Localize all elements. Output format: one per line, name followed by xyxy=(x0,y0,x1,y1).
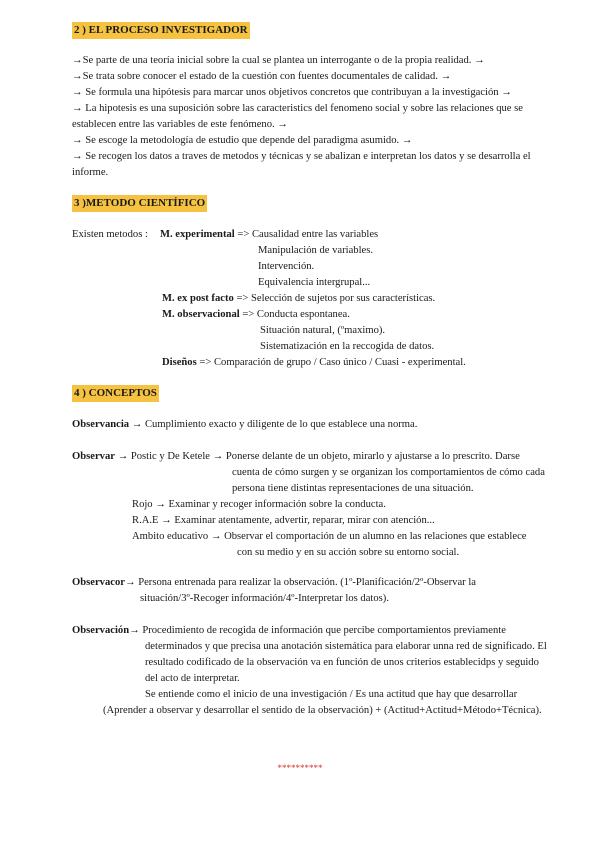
concept-observar xyxy=(72,449,520,465)
concept-observacion xyxy=(72,623,506,639)
concept-observacion-text: → Procedimiento de recogida de información que percibe comportamientos previamente xyxy=(129,625,506,636)
method-ex-post-facto-text: => Selección de sujetos por sus características. xyxy=(233,293,436,304)
section-2-line: →Se trata sobre conocer el estado de la cuestión con fuentes documentales de calidad. → xyxy=(72,71,452,82)
method-observacional-item: Situación natural, (ºmaximo). xyxy=(260,325,386,336)
method-experimental-item: Equivalencia intergrupal... xyxy=(258,277,371,288)
concept-observar-line: cuenta de cómo surgen y se organizan los comportamientos de cómo cada xyxy=(232,467,545,478)
method-observacional-label: M. observacional xyxy=(162,309,240,320)
method-disenos-text: => Comparación de grupo / Caso único / Cuasi - experimental. xyxy=(196,357,466,368)
concept-observar-label: Observar xyxy=(72,451,115,462)
concept-observancia-label: Observancia xyxy=(72,419,130,430)
method-disenos-label: Diseños xyxy=(162,357,197,368)
concept-observar-text: → Postic y De Ketele → Ponerse delante de un objeto, mirarlo y ajustarse a lo prescrito. Darse xyxy=(114,451,520,462)
method-observacional xyxy=(162,307,350,323)
concept-observancia-text: → Cumplimiento exacto y diligente de lo que establece una norma. xyxy=(129,419,418,430)
section-3-heading: 3 )METODO CIENTÍFICO xyxy=(72,195,207,212)
separator-stars: ********** xyxy=(277,763,323,773)
section-4-heading: 4 ) CONCEPTOS xyxy=(72,385,159,402)
concept-observacion-line: (Aprender a observar y desarrollar el sentido de la observación) + (Actitud+Actitud+Método+Técnica). xyxy=(103,705,542,716)
concept-observar-line: persona tiene distintas representaciones de una situación. xyxy=(232,483,474,494)
section-2-line: → Se formula una hipótesis para marcar unos objetivos concretos que contribuyan a la investigación → xyxy=(72,87,512,98)
concept-observador xyxy=(72,575,476,591)
method-experimental xyxy=(160,227,378,243)
section-2-line: informe. xyxy=(72,167,109,178)
method-experimental-item: Intervención. xyxy=(258,261,315,272)
concept-ambito: Ambito educativo → Observar el comportación de un alumno en las relaciones que establece xyxy=(132,531,527,542)
method-observacional-item: Sistematización en la reccogida de datos. xyxy=(260,341,435,352)
methods-intro xyxy=(72,227,148,243)
section-2-line: →Se parte de una teoría inicial sobre la cual se plantea un interrogante o de la propia realidad. → xyxy=(72,55,485,66)
concept-observacion-line: del acto de interpretar. xyxy=(145,673,240,684)
concept-observador-text: → Persona entrenada para realizar la observación. (1º-Planificación/2º-Observar la xyxy=(124,577,476,588)
concept-ambito-line: con su medio y en su acción sobre su entorno social. xyxy=(237,547,460,558)
concept-rojo: Rojo → Examinar y recoger información sobre la conducta. xyxy=(132,499,386,510)
method-experimental-label: M. experimental xyxy=(160,229,235,240)
section-2-line: → Se escoge la metodología de estudio que depende del paradigma asumido. → xyxy=(72,135,413,146)
concept-observador-label: Observacor xyxy=(72,577,125,588)
concept-rae: R.A.E → Examinar atentamente, advertir, reparar, mirar con atención... xyxy=(132,515,435,526)
concept-observacion-line: Se entiende como el inicio de una investigación / Es una actitud que hay que desarrollar xyxy=(145,689,518,700)
section-2-line: establecen entre las variables de este fenómeno. → xyxy=(72,119,288,130)
method-observacional-text: => Conducta espontanea. xyxy=(239,309,350,320)
concept-observador-line: situación/3º-Recoger información/4º-Interpretar los datos). xyxy=(140,593,389,604)
methods-intro-label: Existen metodos : xyxy=(72,229,148,240)
section-2-line: → La hipotesis es una suposición sobre las caracteristics del fenomeno social y sobre las relaciones que se xyxy=(72,103,523,114)
concept-observacion-line: determinados y que precisa una anotación sistemática para elaborar unna red de significado. El xyxy=(145,641,547,652)
method-experimental-text: => Causalidad entre las variables xyxy=(234,229,379,240)
section-2-line: → Se recogen los datos a traves de metodos y técnicas y se abalizan e interpretan los datos y se desarrolla el xyxy=(72,151,531,162)
method-ex-post-facto xyxy=(162,291,435,307)
concept-observancia xyxy=(72,417,417,433)
concept-observacion-line: resultado codificado de la observación va en función de unos criterios establecidps y seguido xyxy=(145,657,539,668)
concept-observacion-label: Observación xyxy=(72,625,130,636)
method-ex-post-facto-label: M. ex post facto xyxy=(162,293,234,304)
section-2-heading: 2 ) EL PROCESO INVESTIGADOR xyxy=(72,22,250,39)
method-disenos xyxy=(162,355,466,371)
method-experimental-item: Manipulación de variables. xyxy=(258,245,374,256)
